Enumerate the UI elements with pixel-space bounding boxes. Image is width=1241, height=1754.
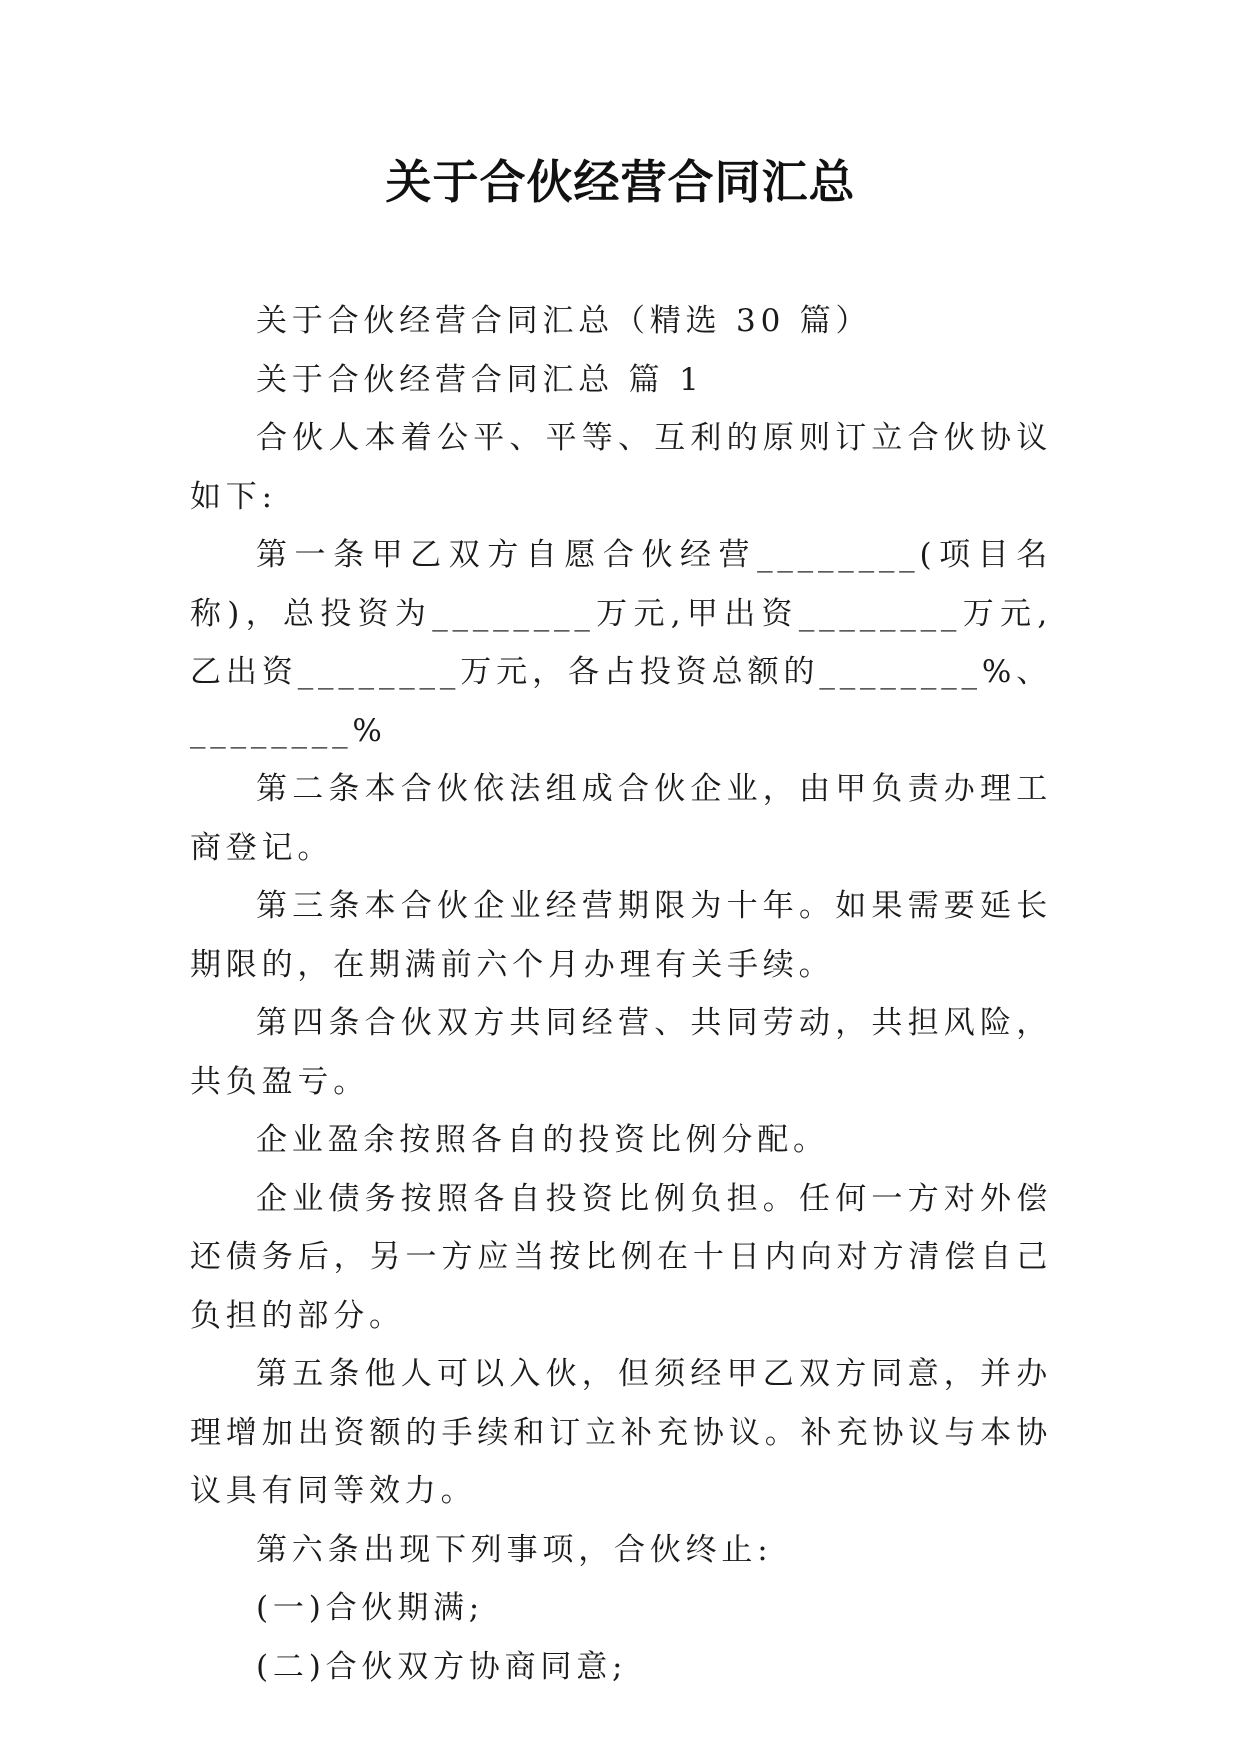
paragraph-preamble: 合伙人本着公平、平等、互利的原则订立合伙协议如下:	[190, 420, 1052, 515]
paragraph-item-1: (一)合伙期满;	[256, 1590, 485, 1626]
paragraph-item-2: (二)合伙双方协商同意;	[256, 1648, 628, 1685]
paragraph-subtitle: 关于合伙经营合同汇总（精选 30 篇）	[256, 303, 872, 339]
document-body	[190, 292, 1052, 1696]
paragraph-article-5: 第五条他人可以入伙，但须经甲乙双方同意，并办理增加出资额的手续和订立补充协议。补充协议与本协议具有同等效力。	[190, 1356, 1052, 1509]
paragraph-article-6: 第六条出现下列事项，合伙终止:	[256, 1531, 773, 1568]
paragraph-article-4: 第四条合伙双方共同经营、共同劳动，共担风险，共负盈亏。	[190, 1005, 1052, 1100]
paragraph-debt-burden: 企业债务按照各自投资比例负担。任何一方对外偿还债务后，另一方应当按比例在十日内向对方清偿自己负担的部分。	[190, 1180, 1052, 1334]
paragraph-profit-distribution: 企业盈余按照各自的投资比例分配。	[256, 1122, 829, 1158]
paragraph-section-heading: 关于合伙经营合同汇总 篇 1	[256, 361, 704, 398]
paragraph-article-1: 第一条甲乙双方自愿合伙经营________(项目名称)，总投资为________万元,甲出资________万元,乙出资________万元，各占投资总额的________%、________%	[190, 537, 1052, 749]
paragraph-article-2: 第二条本合伙依法组成合伙企业，由甲负责办理工商登记。	[190, 771, 1052, 866]
document-title: 关于合伙经营合同汇总	[385, 155, 856, 209]
paragraph-article-3: 第三条本合伙企业经营期限为十年。如果需要延长期限的，在期满前六个月办理有关手续。	[190, 888, 1052, 983]
